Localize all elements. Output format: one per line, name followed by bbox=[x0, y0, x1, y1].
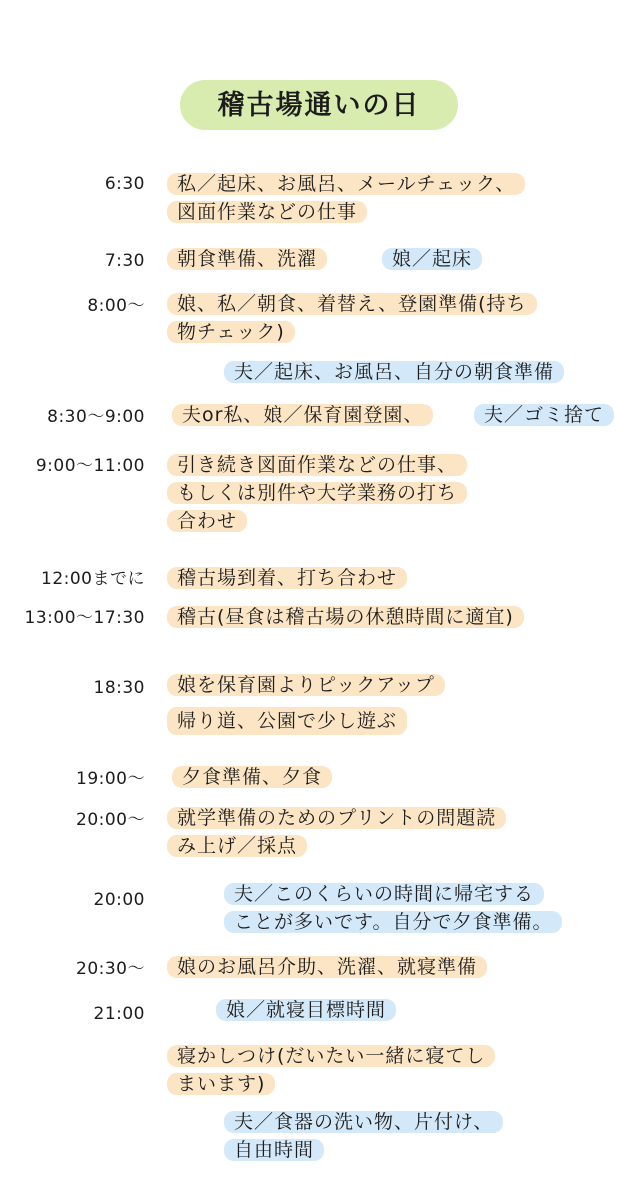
entry-line: 図面作業などの仕事 bbox=[167, 201, 367, 223]
time-label: 13:00〜17:30 bbox=[24, 608, 145, 628]
entry-line: 就学準備のためのプリントの問題読 bbox=[167, 807, 506, 829]
time-label: 21:00 bbox=[93, 1004, 145, 1024]
entry-line: 夫／起床、お風呂、自分の朝食準備 bbox=[224, 361, 564, 383]
entry-line: 寝かしつけ(だいたい一緒に寝てし bbox=[167, 1045, 495, 1067]
entry-line: み上げ／採点 bbox=[167, 835, 307, 857]
entry-line: 娘を保育園よりピックアップ bbox=[167, 674, 445, 696]
schedule-entry bbox=[173, 451, 467, 535]
page-title: 稽古場通いの日 bbox=[217, 90, 421, 121]
schedule-entry bbox=[173, 290, 537, 346]
entry-line: 夫／このくらいの時間に帰宅する bbox=[224, 883, 544, 905]
entry-line: 夫／食器の洗い物、片付け、 bbox=[224, 1111, 503, 1133]
entry-line: 合わせ bbox=[167, 510, 247, 532]
time-label: 8:00〜 bbox=[87, 296, 145, 316]
time-label: 8:30〜9:00 bbox=[47, 407, 145, 427]
husband-entry bbox=[230, 1108, 503, 1164]
schedule-entry bbox=[173, 170, 525, 226]
schedule-entry bbox=[173, 564, 407, 592]
schedule-entry bbox=[173, 804, 506, 860]
time-label: 20:30〜 bbox=[76, 959, 145, 979]
time-label: 9:00〜11:00 bbox=[35, 456, 145, 476]
entry-line: 娘／就寝目標時間 bbox=[216, 999, 396, 1021]
time-label: 6:30 bbox=[104, 174, 145, 194]
entry-line: 稽古(昼食は稽古場の休憩時間に適宜) bbox=[167, 606, 524, 628]
schedule-entry bbox=[173, 671, 445, 735]
time-label: 12:00までに bbox=[41, 569, 145, 589]
entry-line: 娘のお風呂介助、洗濯、就寝準備 bbox=[167, 956, 487, 978]
husband-note bbox=[480, 401, 614, 429]
entry-line: 帰り道、公園で少し遊ぶ bbox=[167, 707, 407, 735]
schedule-entry bbox=[173, 1042, 495, 1098]
time-label: 20:00 bbox=[93, 890, 145, 910]
schedule-entry bbox=[178, 401, 433, 429]
time-label: 19:00〜 bbox=[76, 769, 145, 789]
husband-entry bbox=[230, 880, 562, 936]
daughter-entry bbox=[222, 996, 396, 1024]
husband-entry bbox=[230, 358, 564, 386]
schedule-entry bbox=[173, 603, 524, 631]
entry-line: 朝食準備、洗濯 bbox=[167, 248, 327, 270]
entry-line: 夫or私、娘／保育園登園、 bbox=[172, 404, 433, 426]
entry-line: まいます) bbox=[167, 1073, 275, 1095]
entry-line: 私／起床、お風呂、メールチェック、 bbox=[167, 173, 525, 195]
entry-line: 娘、私／朝食、着替え、登園準備(持ち bbox=[167, 293, 537, 315]
schedule-entry bbox=[173, 953, 487, 981]
schedule-entry bbox=[173, 245, 327, 273]
entry-line: ことが多いです。自分で夕食準備。 bbox=[224, 911, 562, 933]
entry-line: もしくは別件や大学業務の打ち bbox=[167, 482, 467, 504]
entry-line: 娘／起床 bbox=[382, 248, 482, 270]
entry-line: 夫／ゴミ捨て bbox=[474, 404, 614, 426]
time-label: 7:30 bbox=[104, 251, 145, 271]
entry-line: 夕食準備、夕食 bbox=[172, 766, 332, 788]
schedule-entry bbox=[178, 763, 332, 791]
time-label: 18:30 bbox=[93, 678, 145, 698]
time-label: 20:00〜 bbox=[76, 810, 145, 830]
entry-line: 稽古場到着、打ち合わせ bbox=[167, 567, 407, 589]
entry-line: 自由時間 bbox=[224, 1139, 324, 1161]
entry-line: 引き続き図面作業などの仕事、 bbox=[167, 454, 467, 476]
entry-line: 物チェック) bbox=[167, 321, 295, 343]
daughter-note bbox=[388, 245, 482, 273]
